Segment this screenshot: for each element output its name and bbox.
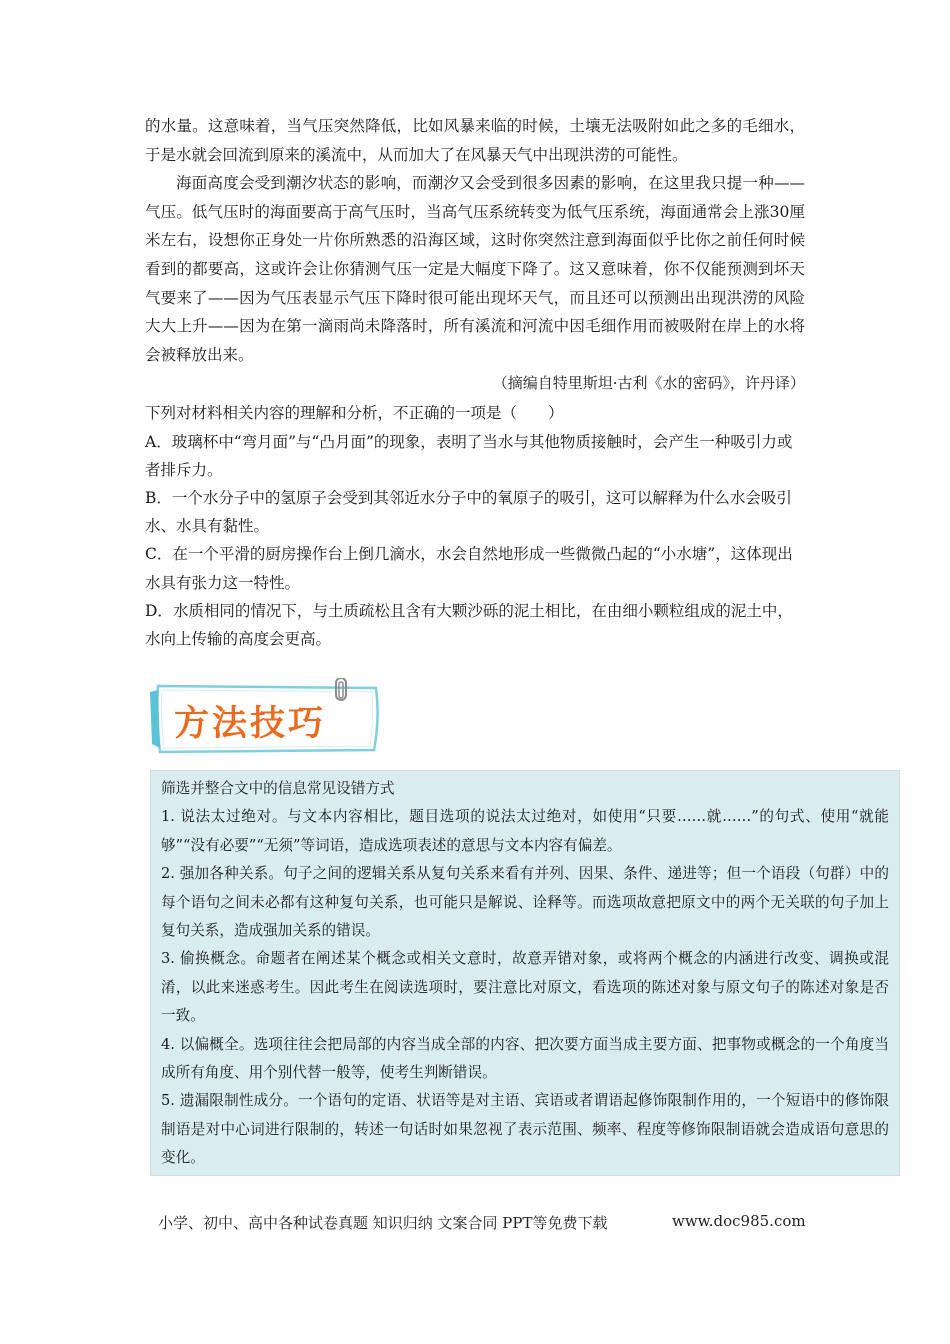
passage-paragraph-1: 的水量。这意味着，当气压突然降低，比如风暴来临的时候，土壤无法吸附如此之多的毛细水，于是水就会回流到原来的溪流中，从而加大了在风暴天气中出现洪涝的可能性。 [145,117,805,164]
footer-url[interactable]: www.doc985.com [672,1212,806,1230]
tips-item-3: 3. 偷换概念。命题者在阐述某个概念或相关文意时，故意弄错对象，或将两个概念的内涵进行改变、调换或混淆，以此来迷惑考生。因此考生在阅读选项时，要注意比对原文，看选项的陈述对象与原文句子的陈述对象是否一致。 [161,950,889,1025]
passage-source: （摘编自特里斯坦·古利《水的密码》，许丹译） [492,374,805,393]
tips-item-2: 2. 强加各种关系。句子之间的逻辑关系从复句关系来看有并列、因果、条件、递进等；但一个语段（句群）中的每个语句之间未必都有这种复句关系，也可能只是解说、诠释等。而选项故意把原文中的两个无关联的句子加上复句关系，造成强加关系的错误。 [161,865,889,940]
option-c: C．在一个平滑的厨房操作台上倒几滴水，水会自然地形成一些微微凸起的“小水塘”，这体现出水具有张力这一特性。 [145,545,793,592]
option-a: A．玻璃杯中“弯月面”与“凸月面”的现象，表明了当水与其他物质接触时，会产生一种吸引力或者排斥力。 [145,432,793,479]
question-block [145,399,805,653]
passage-paragraph-2: 海面高度会受到潮汐状态的影响，而潮汐又会受到很多因素的影响，在这里我只提一种——气压。低气压时的海面要高于高气压时，当高气压系统转变为低气压系统，海面通常会上涨30厘米左右，设想你正身处一片你所熟悉的沿海区域，这时你突然注意到海面似乎比你之前任何时候看到的都要高，这或许会让你猜测气压一定是大幅度下降了。这又意味着，你不仅能预测到坏天气要来了——因为气压表显示气压下降时很可能出现坏天气，而且还可以预测出出现洪涝的风险大大上升——因为在第一滴雨尚未降落时，所有溪流和河流中因毛细作用而被吸附在岸上的水将会被释放出来。 [145,174,805,364]
page-footer [158,1212,806,1233]
method-banner [148,678,388,758]
option-b: B．一个水分子中的氢原子会受到其邻近水分子中的氧原子的吸引，这可以解释为什么水会吸引水、水具有黏性。 [145,488,792,536]
reading-passage [145,112,805,397]
tips-item-4: 4. 以偏概全。选项往往会把局部的内容当成全部的内容、把次要方面当成主要方面、把事物或概念的一个角度当成所有角度、用个别代替一般等，使考生判断错误。 [161,1035,889,1082]
tips-item-1: 1. 说法太过绝对。与文本内容相比，题目选项的说法太过绝对，如使用“只要……就……”的句式、使用“就能够”“没有必要”“无须”等词语，造成选项表述的意思与文本内容有偏差。 [161,808,889,854]
tips-heading: 筛选并整合文中的信息常见设错方式 [161,780,395,797]
footer-text: 小学、初中、高中各种试卷真题 知识归纳 文案合同 PPT等免费下载 [158,1214,608,1232]
option-d: D．水质相同的情况下，与土质疏松且含有大颗沙砾的泥土相比，在由细小颗粒组成的泥土中，水向上传输的高度会更高。 [145,601,793,648]
question-stem: 下列对材料相关内容的理解和分析，不正确的一项是（ ） [145,404,564,423]
document-body [145,112,805,653]
tips-item-5: 5. 遗漏限制性成分。一个语句的定语、状语等是对主语、宾语或者谓语起修饰限制作用的，一个短语中的修饰限制语是对中心词进行限制的，转述一句话时如果忽视了表示范围、频率、程度等修饰限制语就会造成语句意思的变化。 [161,1092,889,1167]
banner-title: 方法技巧 [174,704,327,744]
tips-box [150,770,900,1176]
